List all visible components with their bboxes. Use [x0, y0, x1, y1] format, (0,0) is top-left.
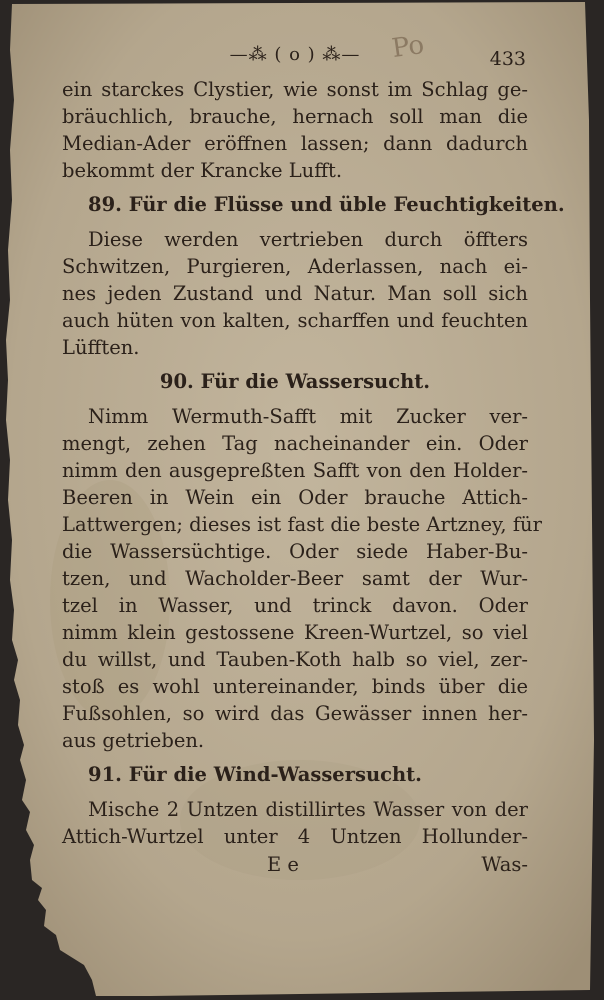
text-line: Fußsohlen, so wird das Gewässer innen her-	[62, 702, 528, 725]
section-heading-89: 89. Für die Flüsse und üble Feuchtigkeiten.	[88, 193, 565, 216]
running-header	[62, 29, 528, 76]
continued-paragraph	[62, 76, 528, 184]
text-line: tzel in Wasser, und trinck davon. Oder	[62, 594, 528, 617]
signature-mark: E e	[267, 853, 299, 876]
text-line: auch hüten von kalten, scharffen und feuchten	[62, 309, 528, 332]
text-line: Attich-Wurtzel unter 4 Untzen Hollunder-	[62, 825, 528, 848]
text-line: bräuchlich, brauche, hernach soll man die	[62, 105, 528, 128]
text-line: Lattwergen; dieses ist fast die beste Artzney, für	[62, 513, 542, 536]
page-text	[62, 29, 565, 880]
text-line: nimm klein gestossene Kreen-Wurtzel, so viel	[62, 621, 528, 644]
text-line: Mische 2 Untzen distillirtes Wasser von der	[88, 798, 528, 821]
text-line: du willst, und Tauben-Koth halb so viel, zer-	[62, 648, 528, 671]
page-number: 433	[489, 48, 526, 70]
header-ornament: —⁂ ( o ) ⁂—	[229, 44, 361, 65]
section-89-body	[62, 226, 528, 361]
text-line: Beeren in Wein ein Oder brauche Attich-	[62, 486, 528, 509]
text-line: ein starckes Clystier, wie sonst im Schlag ge-	[62, 78, 528, 101]
text-line: Diese werden vertrieben durch öffters	[88, 228, 528, 251]
catchword: Was-	[481, 853, 528, 876]
text-line: aus getrieben.	[62, 729, 205, 752]
section-heading-90: 90. Für die Wassersucht.	[159, 370, 431, 393]
text-line: Lüfften.	[62, 336, 140, 359]
text-line: nes jeden Zustand und Natur. Man soll sich	[62, 282, 528, 305]
text-line: Nimm Wermuth-Safft mit Zucker ver-	[88, 405, 528, 428]
text-line: Median-Ader eröffnen lassen; dann dadurch	[62, 132, 528, 155]
ink-stain-mark: Po	[390, 29, 427, 65]
section-91-body	[62, 796, 528, 850]
text-line: stoß es wohl untereinander, binds über die	[62, 675, 528, 698]
text-line: mengt, zehen Tag nacheinander ein. Oder	[62, 432, 528, 455]
section-90-body	[62, 403, 542, 754]
text-line: nimm den ausgepreßten Safft von den Holder-	[62, 459, 528, 482]
text-line: tzen, und Wacholder-Beer samt der Wur-	[62, 567, 528, 590]
page-footer	[62, 850, 528, 880]
section-heading-91: 91. Für die Wind-Wassersucht.	[88, 763, 422, 786]
text-line: die Wassersüchtige. Oder siede Haber-Bu-	[62, 540, 528, 563]
text-line: bekommt der Krancke Lufft.	[62, 159, 343, 182]
text-line: Schwitzen, Purgieren, Aderlassen, nach ei-	[62, 255, 528, 278]
